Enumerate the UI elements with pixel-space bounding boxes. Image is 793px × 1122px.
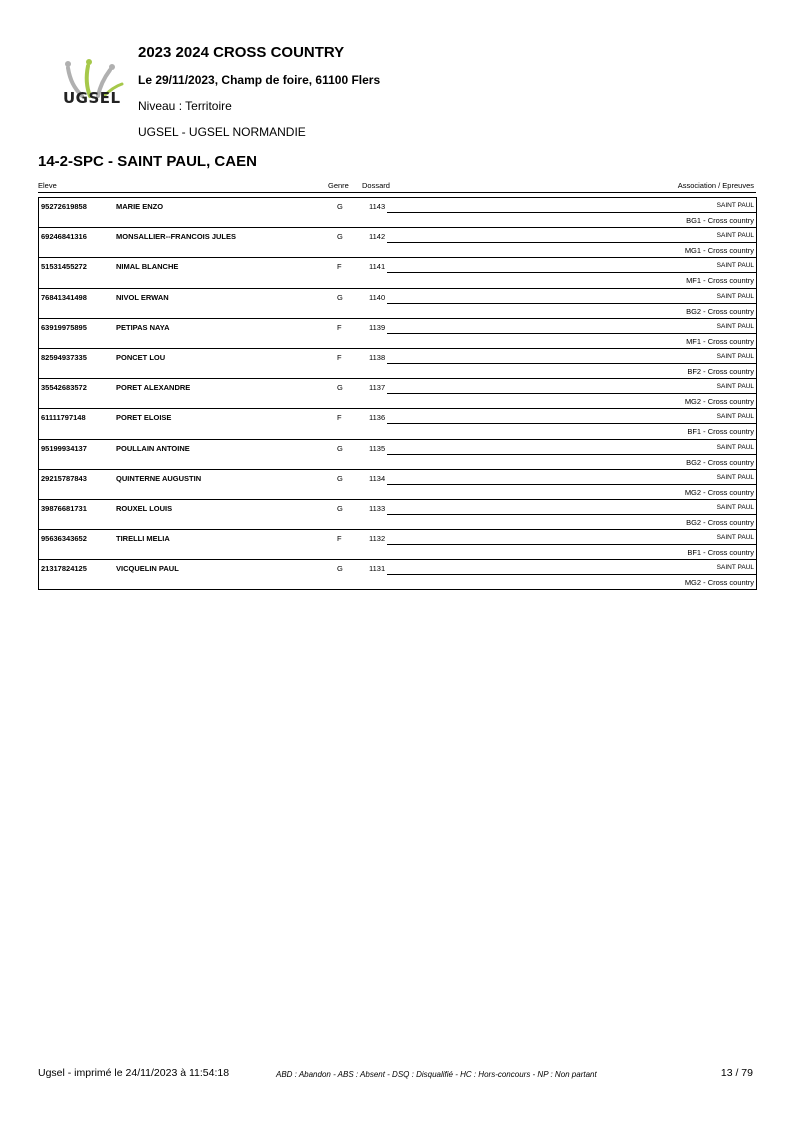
student-epreuve: BF2 - Cross country <box>687 366 754 376</box>
row-divider <box>387 393 756 394</box>
student-association: SAINT PAUL <box>716 473 754 481</box>
student-name: PORET ALEXANDRE <box>116 383 191 393</box>
student-epreuve: BG2 - Cross country <box>686 457 754 467</box>
participants-table <box>38 197 757 590</box>
student-genre: F <box>337 262 342 272</box>
event-subtitle: Le 29/11/2023, Champ de foire, 61100 Flers <box>138 73 381 87</box>
student-name: NIMAL BLANCHE <box>116 262 179 272</box>
student-genre: G <box>337 292 343 302</box>
student-id: 82594937335 <box>41 352 87 362</box>
student-name: PORET ELOISE <box>116 413 172 423</box>
student-epreuve: MG2 - Cross country <box>684 487 754 497</box>
student-epreuve: MG2 - Cross country <box>684 578 754 588</box>
student-epreuve: MG2 - Cross country <box>684 397 754 407</box>
student-name: PONCET LOU <box>116 352 166 362</box>
student-epreuve: MG1 - Cross country <box>684 246 754 256</box>
student-id: 35542683572 <box>41 383 87 393</box>
student-id: 95272619858 <box>41 202 87 211</box>
student-association: SAINT PAUL <box>716 564 754 572</box>
student-id: 95199934137 <box>41 443 87 453</box>
student-id: 95636343652 <box>41 534 87 544</box>
student-dossard: 1139 <box>369 322 386 332</box>
student-genre: G <box>337 564 343 574</box>
school-title: 14-2-SPC - SAINT PAUL, CAEN <box>38 153 257 170</box>
table-row <box>39 198 756 228</box>
student-genre: G <box>337 443 343 453</box>
student-name: PETIPAS NAYA <box>116 322 170 332</box>
row-divider <box>387 574 756 575</box>
row-divider <box>387 303 756 304</box>
student-dossard: 1138 <box>369 352 386 362</box>
student-id: 29215787843 <box>41 473 87 483</box>
student-association: SAINT PAUL <box>716 383 754 391</box>
table-row <box>39 289 756 319</box>
student-association: SAINT PAUL <box>716 352 754 360</box>
row-divider <box>387 333 756 334</box>
student-id: 39876681731 <box>41 503 87 513</box>
column-headers <box>38 176 756 193</box>
table-row <box>39 349 756 379</box>
student-id: 69246841316 <box>41 232 87 242</box>
student-genre: G <box>337 473 343 483</box>
col-eleve: Eleve <box>38 181 57 190</box>
student-id: 51531455272 <box>41 262 87 272</box>
row-divider <box>387 212 756 213</box>
table-row <box>39 409 756 439</box>
student-genre: G <box>337 383 343 393</box>
student-genre: G <box>337 232 343 242</box>
page-header <box>138 44 381 139</box>
student-association: SAINT PAUL <box>716 503 754 511</box>
student-genre: F <box>337 322 342 332</box>
event-title: 2023 2024 CROSS COUNTRY <box>138 44 345 61</box>
student-genre: F <box>337 352 342 362</box>
student-name: MONSALLIER--FRANCOIS JULES <box>116 232 236 242</box>
student-id: 76841341498 <box>41 292 87 302</box>
student-genre: F <box>337 413 342 423</box>
student-name: ROUXEL LOUIS <box>116 503 173 513</box>
student-dossard: 1137 <box>369 383 386 393</box>
footer-printed: Ugsel - imprimé le 24/11/2023 à 11:54:18 <box>38 1067 230 1079</box>
student-name: TIRELLI MELIA <box>116 534 170 544</box>
student-dossard: 1134 <box>369 473 386 483</box>
col-dossard: Dossard <box>362 181 390 190</box>
student-epreuve: BF1 - Cross country <box>687 427 754 437</box>
student-dossard: 1135 <box>369 443 386 453</box>
student-id: 63919975895 <box>41 322 87 332</box>
table-row <box>39 228 756 258</box>
student-dossard: 1141 <box>369 262 386 272</box>
student-dossard: 1131 <box>369 564 386 574</box>
student-epreuve: BF1 - Cross country <box>687 548 754 558</box>
footer-page-number: 13 / 79 <box>720 1067 753 1079</box>
table-row <box>39 379 756 409</box>
student-id: 21317824125 <box>41 564 87 574</box>
student-association: SAINT PAUL <box>716 262 754 270</box>
student-dossard: 1132 <box>369 534 386 544</box>
row-divider <box>387 423 756 424</box>
row-divider <box>387 363 756 364</box>
table-row <box>39 440 756 470</box>
student-dossard: 1133 <box>369 503 386 513</box>
row-divider <box>387 454 756 455</box>
student-genre: G <box>337 202 343 211</box>
student-name: MARIE ENZO <box>116 202 164 211</box>
table-row <box>39 319 756 349</box>
student-epreuve: BG1 - Cross country <box>686 216 754 225</box>
table-row <box>39 470 756 500</box>
student-association: SAINT PAUL <box>716 292 754 300</box>
row-divider <box>387 514 756 515</box>
event-organisation: UGSEL - UGSEL NORMANDIE <box>138 125 306 139</box>
student-genre: F <box>337 534 342 544</box>
student-dossard: 1143 <box>369 202 386 211</box>
table-row <box>39 500 756 530</box>
student-association: SAINT PAUL <box>716 413 754 421</box>
student-name: VICQUELIN PAUL <box>116 564 179 574</box>
event-level: Niveau : Territoire <box>138 99 232 113</box>
student-association: SAINT PAUL <box>716 443 754 451</box>
student-dossard: 1140 <box>369 292 386 302</box>
logo-text: UGSEL <box>63 89 121 107</box>
row-divider <box>387 242 756 243</box>
student-dossard: 1136 <box>369 413 386 423</box>
student-association: SAINT PAUL <box>716 202 754 209</box>
student-dossard: 1142 <box>369 232 386 242</box>
table-row <box>39 530 756 560</box>
student-name: NIVOL ERWAN <box>116 292 169 302</box>
row-divider <box>387 484 756 485</box>
student-name: QUINTERNE AUGUSTIN <box>116 473 202 483</box>
student-epreuve: MF1 - Cross country <box>686 336 754 346</box>
footer-legend: ABD : Abandon - ABS : Absent - DSQ : Disqualifié - HC : Hors-concours - NP : Non partant <box>276 1070 597 1079</box>
table-row <box>39 258 756 288</box>
student-epreuve: BG2 - Cross country <box>686 306 754 316</box>
student-epreuve: MF1 - Cross country <box>686 276 754 286</box>
student-association: SAINT PAUL <box>716 534 754 542</box>
col-genre: Genre <box>328 181 349 190</box>
col-association: Association / Epreuves <box>677 181 754 190</box>
student-name: POULLAIN ANTOINE <box>116 443 190 453</box>
row-divider <box>387 544 756 545</box>
student-epreuve: BG2 - Cross country <box>686 517 754 527</box>
table-row <box>39 560 756 589</box>
student-genre: G <box>337 503 343 513</box>
student-association: SAINT PAUL <box>716 322 754 330</box>
student-association: SAINT PAUL <box>716 232 754 240</box>
row-divider <box>387 272 756 273</box>
student-id: 61111797148 <box>41 413 86 423</box>
